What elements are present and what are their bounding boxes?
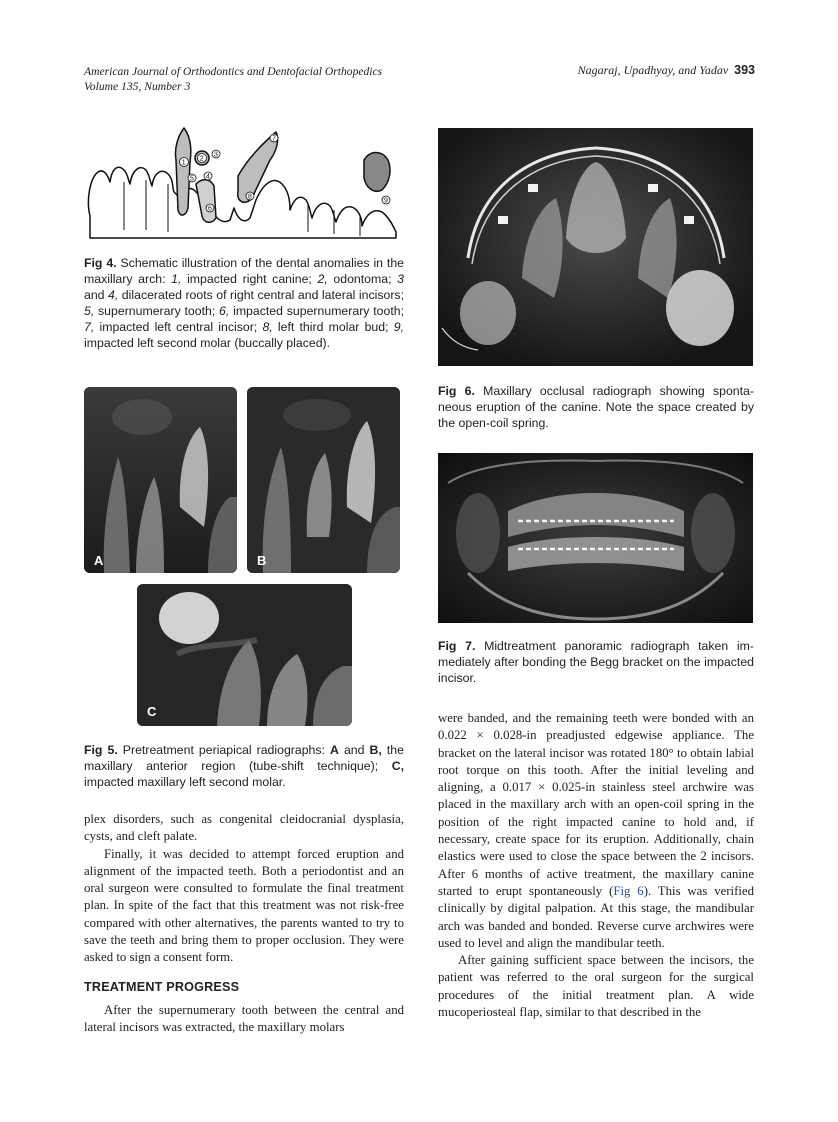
fig6-reference-link[interactable]: Fig 6 bbox=[613, 883, 644, 898]
fig4-schematic bbox=[84, 120, 406, 245]
fig7-caption-text: Midtreatment panoramic radiograph taken immediately after bonding the Begg bracket on the impacted incisor. bbox=[438, 639, 754, 685]
fig5-caption-label: Fig 5. bbox=[84, 743, 118, 757]
fig6-image bbox=[438, 128, 753, 366]
fig6-caption bbox=[438, 383, 754, 431]
paragraph-surgical: After gaining sufficient space between the incisors, the patient was referred to the oral surgeon for the surgical procedures of the initial treatment plan. A wide mucoperiosteal flap, similar to that described in the bbox=[438, 953, 754, 1020]
fig4-caption-text: Schematic illustration of the dental anomalies in the maxillary arch: bbox=[84, 256, 404, 286]
fig4-caption-num: 4, bbox=[108, 288, 119, 302]
left-column-text bbox=[84, 811, 404, 967]
page-number: 393 bbox=[734, 63, 755, 77]
running-header-journal bbox=[84, 64, 382, 94]
fig6-caption-text: Maxillary occlusal radiograph showing spontaneous eruption of the canine. Note the space created by the open-coil spring. bbox=[438, 384, 754, 430]
journal-volume: Volume 135, Number 3 bbox=[84, 80, 191, 93]
authors: Nagaraj, Upadhyay, and Yadav bbox=[577, 63, 729, 77]
fig5-radiograph-b bbox=[247, 387, 400, 573]
fig4-marker-9: 9 bbox=[384, 197, 388, 205]
fig4-caption bbox=[84, 255, 404, 351]
fig4-caption-text: impacted right canine; bbox=[181, 272, 318, 286]
fig6-caption-label: Fig 6. bbox=[438, 384, 475, 398]
fig4-caption-num: 5, bbox=[84, 304, 95, 318]
fig5-caption-panel: B, bbox=[369, 743, 382, 757]
fig4-drawing bbox=[84, 120, 406, 245]
fig5b-image bbox=[247, 387, 400, 573]
left-column-text-2 bbox=[84, 1002, 404, 1037]
fig4-caption-text: impacted left second molar (buccally placed). bbox=[84, 336, 331, 350]
paragraph-banding-text: ). This was verified clinically by digital palpation. At this stage, the mandibular arch was banded and bonded. Reverse curve archwires were used to level and align the mandibular teeth. bbox=[438, 883, 754, 950]
fig4-marker-6: 6 bbox=[208, 205, 212, 213]
fig5a-image bbox=[84, 387, 237, 573]
fig4-marker-1: 1 bbox=[181, 159, 186, 167]
fig5-caption-panel: C, bbox=[391, 759, 404, 773]
fig7-caption bbox=[438, 638, 754, 686]
fig4-caption-num: 6, bbox=[219, 304, 230, 318]
fig4-marker-3: 3 bbox=[214, 151, 218, 159]
running-header-authors bbox=[578, 63, 755, 78]
fig5-panel-label-b: B bbox=[257, 553, 267, 568]
fig4-caption-text: odontoma; bbox=[327, 272, 398, 286]
fig5-caption bbox=[84, 742, 404, 790]
fig4-marker-4: 4 bbox=[206, 173, 210, 181]
fig4-caption-text: impacted left central incisor; bbox=[94, 320, 263, 334]
fig4-caption-label: Fig 4. bbox=[84, 256, 117, 270]
fig5-radiograph-c bbox=[137, 584, 352, 726]
paragraph-finally: Finally, it was decided to attempt forced eruption and alignment of the impacted teeth. Both a periodontist and an oral surgeon were consulted to formulate the final treatment plan. In spite of the fact that this treatment was not risk-free compared with other alternatives, the parents wanted to try to save the teeth and bring them to proper occlusion. They were asked to sign a consent form. bbox=[84, 846, 404, 965]
section-heading-treatment-progress: TREATMENT PROGRESS bbox=[84, 980, 240, 994]
fig4-caption-text: impacted supernumerary tooth; bbox=[229, 304, 404, 318]
fig4-caption-num: 7, bbox=[84, 320, 95, 334]
paragraph-treatment-start: After the supernumerary tooth between the central and lateral incisors was extracted, the maxillary molars bbox=[84, 1003, 404, 1035]
journal-title: American Journal of Orthodontics and Dentofacial Orthopedics bbox=[84, 65, 383, 78]
fig4-caption-text: dilacerated roots of right central and lateral incisors; bbox=[118, 288, 404, 302]
fig4-marker-5: 5 bbox=[190, 175, 194, 183]
fig5-radiograph-a bbox=[84, 387, 237, 573]
fig7-image bbox=[438, 453, 753, 623]
fig4-caption-text: supernumerary tooth; bbox=[94, 304, 220, 318]
fig5-caption-text: the maxillary anterior region (tube-shift technique); bbox=[84, 743, 404, 773]
fig4-marker-7: 7 bbox=[272, 135, 276, 143]
fig6-radiograph bbox=[438, 128, 753, 366]
fig4-caption-num: 1, bbox=[171, 272, 182, 286]
fig4-caption-text: and bbox=[84, 288, 109, 302]
fig7-caption-label: Fig 7. bbox=[438, 639, 476, 653]
fig4-caption-num: 2, bbox=[317, 272, 328, 286]
fig4-caption-num: 9, bbox=[393, 320, 404, 334]
fig4-caption-text: left third molar bud; bbox=[272, 320, 394, 334]
fig5-caption-text: impacted maxillary left second molar. bbox=[84, 775, 286, 789]
paragraph-banding bbox=[438, 710, 754, 952]
right-column-text bbox=[438, 710, 754, 1021]
fig4-caption-num: 3 bbox=[397, 272, 404, 286]
fig7-radiograph bbox=[438, 453, 753, 623]
fig4-marker-8: 8 bbox=[248, 193, 252, 201]
fig5-caption-text: Pretreatment periapical radiographs: bbox=[117, 743, 331, 757]
fig5c-image bbox=[137, 584, 352, 726]
fig4-marker-2: 2 bbox=[199, 155, 204, 163]
paragraph-continuation: plex disorders, such as congenital cleidocranial dysplasia, cysts, and cleft palate. bbox=[84, 812, 404, 844]
fig4-caption-num: 8, bbox=[262, 320, 273, 334]
fig5-caption-text: and bbox=[338, 743, 370, 757]
fig5-panel-label-a: A bbox=[94, 553, 104, 568]
fig5-caption-panel: A bbox=[330, 743, 339, 757]
fig5-panel-label-c: C bbox=[147, 704, 157, 719]
paragraph-banding-text: were banded, and the remaining teeth were bonded with an 0.022 × 0.028-in preadjusted edgewise appliance. The bracket on the lateral incisor was rotated 180° to obtain labial root torque on this tooth. After the initial leveling and aligning, a 0.017 × 0.025-in stainless steel archwire was placed in the maxillary arch with an open-coil spring in the position of the right impacted canine to hold and, if necessary, create space for its eruption. Additionally, chain elastics were used to close the space between the 2 incisors. After 6 months of active treatment, the maxillary canine started to erupt spontaneously ( bbox=[438, 711, 754, 898]
